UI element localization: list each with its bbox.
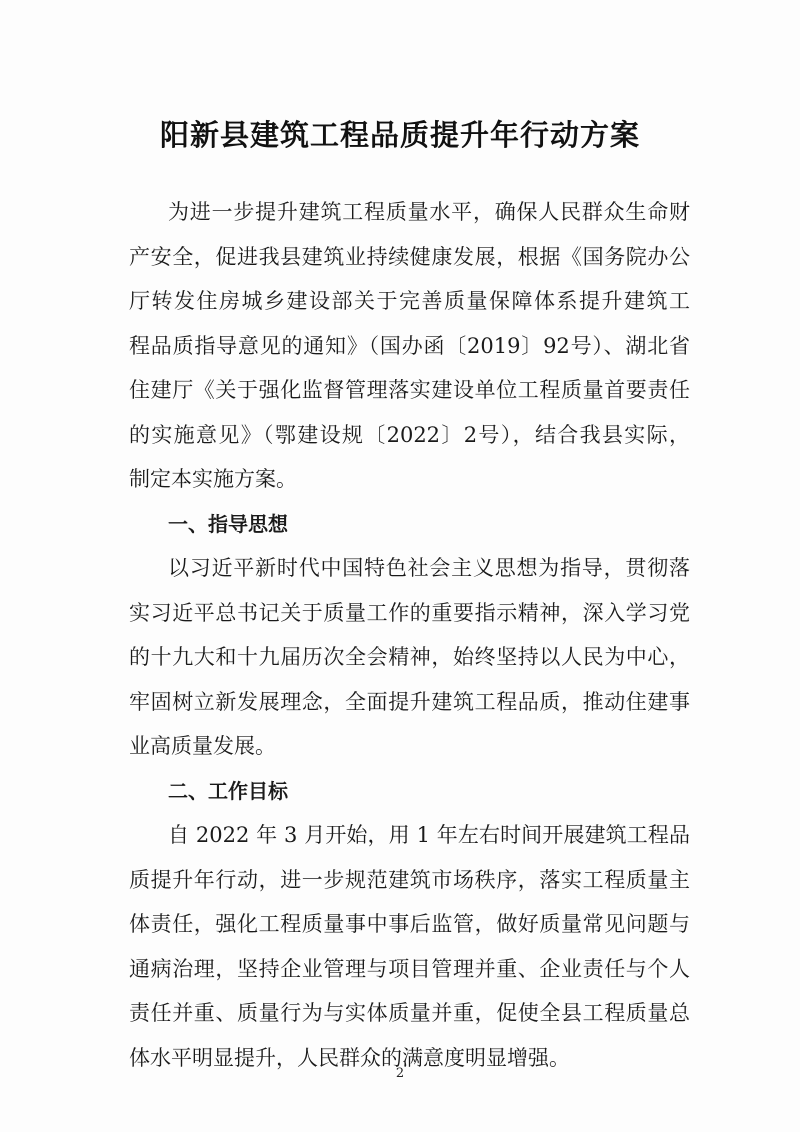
intro-line: 制定本实施方案。	[129, 467, 297, 491]
intro-line: 为进一步提升建筑工程质量水平，确保人民群众生命财	[168, 200, 690, 224]
intro-line: 程品质指导意见的通知》（国办函〔2019〕92号）、湖北省	[129, 333, 690, 358]
section-heading: 二、工作目标	[168, 778, 288, 803]
document-title: 阳新县建筑工程品质提升年行动方案	[159, 118, 640, 152]
page-number: 2	[395, 1066, 405, 1081]
section-heading: 一、指导思想	[168, 511, 288, 536]
section2-line: 体水平明显提升，人民群众的满意度明显增强。	[129, 1045, 570, 1070]
intro-line: 住建厅《关于强化监督管理落实建设单位工程质量首要责任	[129, 378, 690, 402]
document-body	[129, 190, 690, 1080]
intro-line: 厅转发住房城乡建设部关于完善质量保障体系提升建筑工	[129, 289, 690, 313]
section2-line: 自 2022 年 3 月开始，用 1 年左右时间开展建筑工程品	[168, 823, 690, 847]
intro-line: 的实施意见》（鄂建设规〔2022〕2号），结合我县实际，	[129, 422, 690, 447]
section2-line: 责任并重、质量行为与实体质量并重，促使全县工程质量总	[129, 1001, 690, 1025]
section1-line: 的十九大和十九届历次全会精神，始终坚持以人民为中心，	[129, 645, 690, 669]
section1-line: 以习近平新时代中国特色社会主义思想为指导，贯彻落	[168, 556, 690, 580]
intro-line: 产安全，促进我县建筑业持续健康发展，根据《国务院办公	[129, 244, 690, 269]
section2-line: 质提升年行动，进一步规范建筑市场秩序，落实工程质量主	[129, 867, 690, 892]
section2-line: 体责任，强化工程质量事中事后监管，做好质量常见问题与	[129, 912, 690, 936]
section1-line: 实习近平总书记关于质量工作的重要指示精神，深入学习党	[129, 600, 690, 625]
section2-line: 通病治理，坚持企业管理与项目管理并重、企业责任与个人	[129, 956, 690, 981]
section1-line: 牢固树立新发展理念，全面提升建筑工程品质，推动住建事	[129, 689, 690, 714]
section1-line: 业高质量发展。	[129, 734, 276, 758]
